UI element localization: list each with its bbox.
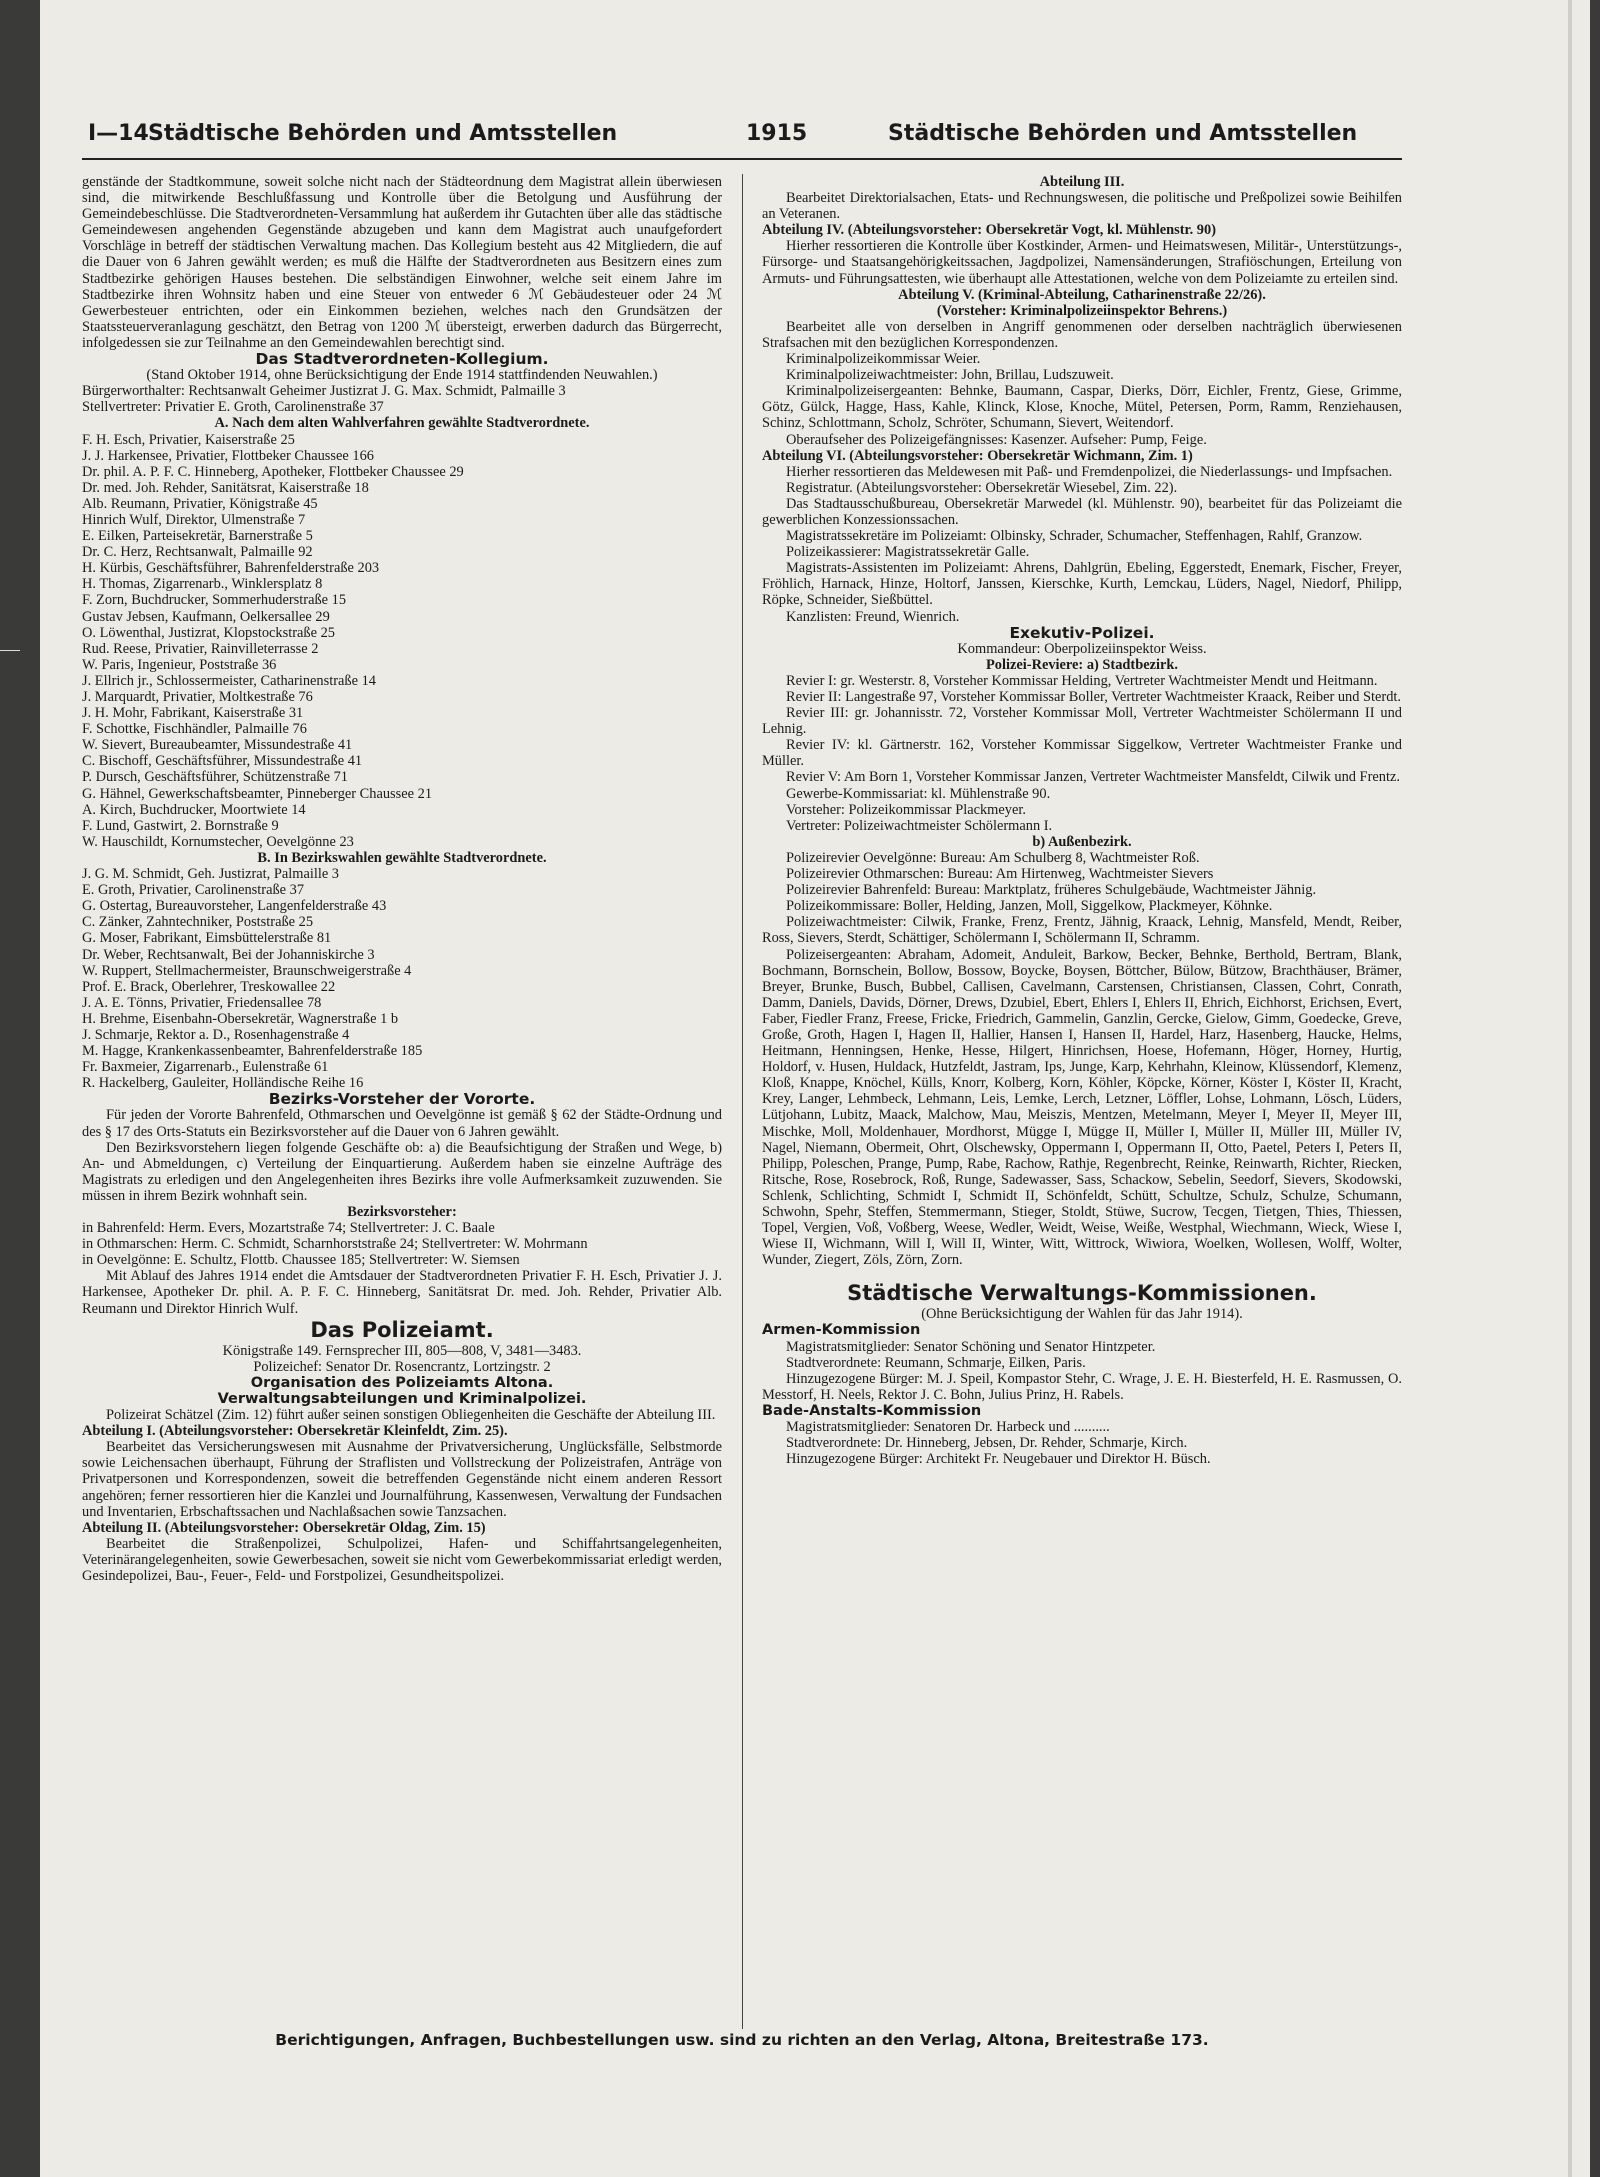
list-item: J. J. Harkensee, Privatier, Flottbeker Chaussee 166 [82,447,374,464]
header-year: 1915 [746,121,808,146]
abteilung-2-text: Bearbeitet die Straßenpolizei, Schulpolizei, Hafen- und Schiffahrtsangelegenheiten, Veterinärangelegenheiten, sowie Gewerbesachen, soweit sie nicht vom Gewerbekommissariat erledigt werden, Gesindepolizei, Bau-, Feuer-, Feld- und Forstpolizei, Gesundheitspolizei. [82,1535,722,1584]
abteilung-5-line: Kriminalpolizeikommissar Weier. [786,351,981,368]
organisation-paragraph: Polizeirat Schätzel (Zim. 12) führt außer seinen sonstigen Obliegenheiten die Geschäfte der Abteilung III. [106,1407,716,1424]
aussenbezirk-line: Polizeirevier Oevelgönne: Bureau: Am Schulberg 8, Wachtmeister Roß. [786,849,1200,866]
polizeichef: Polizeichef: Senator Dr. Rosencrantz, Lortzingstr. 2 [253,1358,551,1375]
stadtausschussbureau: Das Stadtausschußbureau, Obersekretär Marwedel (kl. Mühlenstr. 90), bearbeitet für das Polizeiamt die gewerblichen Konzessionssachen. [762,495,1402,528]
list-item: J. G. M. Schmidt, Geh. Justizrat, Palmaille 3 [82,866,340,883]
aussenbezirk-heading: b) Außenbezirk. [1032,833,1132,850]
list-item: C. Bischoff, Geschäftsführer, Missundestraße 41 [82,753,363,770]
column-divider [742,174,743,2029]
abteilung-5-heading: Abteilung V. (Kriminal-Abteilung, Catharinenstraße 22/26). [898,286,1266,303]
list-item: Dr. C. Herz, Rechtsanwalt, Palmaille 92 [82,544,313,561]
gewerbe-vertreter: Vertreter: Polizeiwachtmeister Schölermann I. [786,817,1053,834]
bv-bahrenfeld: in Bahrenfeld: Herm. Evers, Mozartstraße 74; Stellvertreter: J. C. Baale [82,1220,495,1237]
abteilung-5-line: Kriminalpolizeisergeanten: Behnke, Baumann, Caspar, Dierks, Dörr, Eichler, Frentz, Giese, Grimme, Götz, Gülck, Hagge, Hass, Kahle, Klinck, Klose, Knoche, Mütel, Petersen, Porm, Ramm, Renziehausen, Schinz, Schlottmann, Scholz, Schröter, Schumann, Sievert, Weitendorf. [762,383,1402,432]
list-item: H. Kürbis, Geschäftsführer, Bahrenfelderstraße 203 [82,560,380,577]
list-item: J. H. Mohr, Fabrikant, Kaiserstraße 31 [82,705,304,722]
stadtausschuss-line: Polizeikassierer: Magistratssekretär Galle. [786,544,1030,561]
aussenbezirk-line: Polizeiwachtmeister: Cilwik, Franke, Frenz, Frentz, Jähnig, Kraack, Lehnig, Mansfeld, Mendt, Reiber, Ross, Sievers, Sterdt, Schättiger, Schölermann I, Schölermann II, Schramm. [762,914,1402,947]
left-column [82,174,722,2029]
abteilung-4-heading: Abteilung IV. (Abteilungsvorsteher: Obersekretär Vogt, kl. Mühlenstr. 90) [762,222,1216,239]
bade-anstalts-kommission-heading: Bade-Anstalts-Kommission [762,1402,982,1419]
aussenbezirk-line: Polizeikommissare: Boller, Helding, Janzen, Moll, Siggelkow, Plackmeyer, Köhnke. [786,898,1273,915]
list-item: F. Zorn, Buchdrucker, Sommerhuderstraße 15 [82,592,347,609]
list-item: Prof. E. Brack, Oberlehrer, Treskowallee 22 [82,978,336,995]
abteilung-2-heading: Abteilung II. (Abteilungsvorsteher: Obersekretär Oldag, Zim. 15) [82,1519,486,1536]
buergerworthalter: Bürgerworthalter: Rechtsanwalt Geheimer Justizrat J. G. Max. Schmidt, Palmaille 3 [82,383,566,400]
bade-line: Hinzugezogene Bürger: Architekt Fr. Neugebauer und Direktor H. Büsch. [786,1451,1211,1468]
list-item: E. Groth, Privatier, Carolinenstraße 37 [82,882,305,899]
armen-line: Stadtverordnete: Reumann, Schmarje, Eilken, Paris. [786,1354,1086,1371]
stadtausschuss-line: Magistrats-Assistenten im Polizeiamt: Ahrens, Dahlgrün, Ebeling, Eggerstedt, Enemark, Fischer, Freyer, Fröhlich, Harnack, Hinze, Holtorf, Janssen, Kierschke, Kurth, Lemckau, Lüders, Nagel, Niedorf, Philipp, Röpke, Schneider, Sießbüttel. [762,560,1402,609]
list-item: R. Hackelberg, Gauleiter, Holländische Reihe 16 [82,1075,364,1092]
revier-entry: Revier V: Am Born 1, Vorsteher Kommissar Janzen, Vertreter Wachtmeister Mansfeldt, Cilwik und Frentz. [786,769,1400,786]
header-left-title: Städtische Behörden und Amtsstellen [148,121,618,146]
abteilung-5-line: Kriminalpolizeiwachtmeister: John, Brillau, Ludszuweit. [786,367,1114,384]
list-item: G. Ostertag, Bureauvorsteher, Langenfelderstraße 43 [82,898,387,915]
abteilung-5-text: Bearbeitet alle von derselben in Angriff genommenen oder derselben nachträglich überwiesenen Strafsachen mit den bezüglichen Korrespondenzen. [762,318,1402,351]
armen-kommission-heading: Armen-Kommission [762,1322,921,1339]
vororte-paragraph-1: Für jeden der Vororte Bahrenfeld, Othmarschen und Oevelgönne ist gemäß § 62 der Städte-Ordnung und des § 17 des Orts-Statuts ein Bezirksvorsteher auf die Dauer von 6 Jahren gewählt. [82,1107,722,1140]
abteilung-1-text: Bearbeitet das Versicherungswesen mit Ausnahme der Privatversicherung, Unglücksfälle, Selbstmorde sowie Leichensachen überhaupt, Führung der Straflisten und Vollstreckung der Polizeistrafen, Anträge von Privatpersonen und Korrespondenzen, soweit die betreffenden Gegenstände nicht einem anderen Ressort angehören; ferner ressortieren hier die Kanzlei und Journalführung, Kassenwesen, Verwaltung der Fundsachen und Inventarien, Erbschaftssachen und Nachlaßsachen sowie Tanzsachen. [82,1439,722,1520]
bv-oevelgoenne: in Oevelgönne: E. Schultz, Flottb. Chaussee 185; Stellvertreter: W. Siemsen [82,1252,520,1269]
list-item: C. Zänker, Zahntechniker, Poststraße 25 [82,914,314,931]
stadtausschuss-line: Kanzlisten: Freund, Wienrich. [786,608,960,625]
margin-mark [0,650,20,651]
page-edge [1568,0,1572,2177]
vororte-heading: Bezirks-Vorsteher der Vororte. [268,1090,536,1109]
intro-paragraph: genstände der Stadtkommune, soweit solche nicht nach der Städteordnung dem Magistrat allein überwiesen sind, die mitwirkende Beschlußfassung und Kontrolle über die Betolgung und Ausführung der Gemeindebeschlüsse. Die Stadtverordneten-Versammlung hat außerdem ihr Gutachten über alle das städtische Gemeindewesen angehenden Gegenstände abzugeben und kann dem Magistrat auch unaufgefordert Vorschläge in betreff der städtischen Verwaltung machen. Das Kollegium besteht aus 42 Mitgliedern, die auf die Dauer von 6 Jahren gewählt werden; es muß die Hälfte der Stadtverordneten aus Besitzern eines zum Stadtbezirke gehörigen Hauses bestehen. Die selbständigen Einwohner, welche seit einem Jahre im Stadtbezirke ihren Wohnsitz haben und eine Steuer von entweder 6 ℳ Gebäudesteuer oder 24 ℳ Gewerbesteuer entrichten, oder ein Einkommen beziehen, welches nach den Grundsätzen der Staatssteuerveranlagung geschätzt, den Betrag von 1200 ℳ übersteigt, erwerben dadurch das Bürgerrecht, infolgedessen sie zur Teilnahme an den Gemeindewahlen berechtigt sind. [82,174,722,351]
bv-note: Mit Ablauf des Jahres 1914 endet die Amtsdauer der Stadtverordneten Privatier F. H. Esch, Privatier J. J. Harkensee, Apotheker Dr. phil. A. P. F. C. Hinneberg, Sanitätsrat Dr. med. Joh. Rehder, Privatier Alb. Reumann und Direktor Hinrich Wulf. [82,1268,722,1317]
list-item: Gustav Jebsen, Kaufmann, Oelkersallee 29 [82,608,330,625]
list-item: W. Sievert, Bureaubeamter, Missundestraße 41 [82,737,353,754]
bade-line: Magistratsmitglieder: Senatoren Dr. Harbeck und .......... [786,1419,1110,1436]
gewerbe-kommissariat: Gewerbe-Kommissariat: kl. Mühlenstraße 90. [786,785,1051,802]
bezirksvorsteher-heading: Bezirksvorsteher: [347,1204,457,1220]
list-item: F. H. Esch, Privatier, Kaiserstraße 25 [82,431,295,448]
abteilung-5-line: Oberaufseher des Polizeigefängnisses: Kasenzer. Aufseher: Pump, Feige. [786,431,1207,448]
abteilung-4-text: Hierher ressortieren die Kontrolle über Kostkinder, Armen- und Heimatswesen, Militär-, Unterstützungs-, Fürsorge- und Staatsangehörigkeitssachen, Jagdpolizei, Namensänderungen, Strafiöschungen, Erteilung von Armuts- und Führungsattesten, wie überhaupt alle Attestationen, welche von dem Polizeiamte zu erteilen sind. [762,238,1402,287]
list-item: Hinrich Wulf, Direktor, Ulmenstraße 7 [82,511,306,528]
stellvertreter: Stellvertreter: Privatier E. Groth, Carolinenstraße 37 [82,399,384,416]
list-item: J. A. E. Tönns, Privatier, Friedensallee 78 [82,994,322,1011]
armen-line: Hinzugezogene Bürger: M. J. Speil, Kompastor Stehr, C. Wrage, J. E. H. Biesterfeld, H. E. Rasmussen, O. Messtorf, H. Neels, Rektor J. C. Bohn, Julius Prinz, H. Rabels. [762,1370,1402,1403]
kollegium-note: (Stand Oktober 1914, ohne Berücksichtigung der Ende 1914 stattfindenden Neuwahlen.) [146,367,658,384]
verwaltungsabteilungen-heading: Verwaltungsabteilungen und Kriminalpolizei. [217,1390,587,1407]
aussenbezirk-line: Polizeirevier Othmarschen: Bureau: Am Hirtenweg, Wachtmeister Sievers [786,866,1214,883]
list-item: Dr. med. Joh. Rehder, Sanitätsrat, Kaiserstraße 18 [82,479,369,496]
list-item: J. Ellrich jr., Schlossermeister, Catharinenstraße 14 [82,672,376,689]
list-item: E. Eilken, Parteisekretär, Barnerstraße 5 [82,528,313,545]
abteilung-1-heading: Abteilung I. (Abteilungsvorsteher: Obersekretär Kleinfeldt, Zim. 25). [82,1423,508,1440]
revier-entry: Revier III: gr. Johannisstr. 72, Vorsteher Kommissar Moll, Vertreter Wachtmeister Schölermann II und Lehnig. [762,705,1402,738]
armen-line: Magistratsmitglieder: Senator Schöning und Senator Hintzpeter. [786,1338,1156,1355]
list-item: Alb. Reumann, Privatier, Königstraße 45 [82,495,318,512]
list-item: W. Ruppert, Stellmachermeister, Braunschweigerstraße 4 [82,962,412,979]
verwaltungs-kommissionen-note: (Ohne Berücksichtigung der Wahlen für das Jahr 1914). [921,1306,1243,1323]
revier-entry: Revier II: Langestraße 97, Vorsteher Kommissar Boller, Vertreter Wachtmeister Kraack, Reiber und Sterdt. [786,689,1402,705]
abteilung-3-heading: Abteilung III. [1039,174,1125,190]
abteilung-3-text: Bearbeitet Direktorialsachen, Etats- und Rechnungswesen, die politische und Preßpolizei sowie Beihilfen an Veteranen. [762,190,1402,223]
list-item: F. Lund, Gastwirt, 2. Bornstraße 9 [82,817,279,834]
exekutiv-polizei-heading: Exekutiv-Polizei. [1009,623,1155,642]
abteilung-6-text: Hierher ressortieren das Meldewesen mit Paß- und Fremdenpolizei, die Niederlassungs- und Impfsachen. [786,463,1393,480]
publisher-footer: Berichtigungen, Anfragen, Buchbestellungen usw. sind zu richten an den Verlag, Altona, Breitestraße 173. [275,2031,1209,2049]
list-item: J. Schmarje, Rektor a. D., Rosenhagenstraße 4 [82,1026,350,1043]
list-item: Fr. Baxmeier, Zigarrenarb., Eulenstraße 61 [82,1059,329,1076]
registratur: Registratur. (Abteilungsvorsteher: Obersekretär Wiesebel, Zim. 22). [786,479,1178,496]
running-header [82,120,1402,160]
right-column [762,174,1402,2029]
page-number: I—14 [88,121,149,146]
list-item: G. Hähnel, Gewerkschaftsbeamter, Pinneberger Chaussee 21 [82,785,433,802]
list-item: A. Kirch, Buchdrucker, Moortwiete 14 [82,801,306,818]
list-item: J. Marquardt, Privatier, Moltkestraße 76 [82,689,313,705]
list-item: Rud. Reese, Privatier, Rainvilleterrasse 2 [82,640,319,657]
reviere-heading: Polizei-Reviere: a) Stadtbezirk. [986,656,1178,673]
polizeiamt-address: Königstraße 149. Fernsprecher III, 805—808, V, 3481—3483. [222,1342,582,1359]
subheading-a: A. Nach dem alten Wahlverfahren gewählte Stadtverordnete. [214,415,590,432]
list-item: W. Paris, Ingenieur, Poststraße 36 [82,656,277,673]
stadtausschuss-line: Magistratssekretäre im Polizeiamt: Olbinsky, Schrader, Schumacher, Steffenhagen, Rahlf, Granzow. [786,528,1363,545]
member-list-a [82,432,722,850]
verwaltungs-kommissionen-heading: Städtische Verwaltungs-Kommissionen. [847,1281,1317,1306]
kollegium-heading: Das Stadtverordneten-Kollegium. [255,350,549,369]
subheading-b: B. In Bezirkswahlen gewählte Stadtverordnete. [257,849,547,866]
kommandeur: Kommandeur: Oberpolizeiinspektor Weiss. [957,640,1207,657]
list-item: O. Löwenthal, Justizrat, Klopstockstraße 25 [82,624,335,641]
aussenbezirk-line: Polizeirevier Bahrenfeld: Bureau: Marktplatz, früheres Schulgebäude, Wachtmeister Jähnig. [786,882,1317,899]
polizeiamt-heading: Das Polizeiamt. [310,1317,494,1342]
polizeisergeanten-list: Polizeisergeanten: Abraham, Adomeit, Anduleit, Barkow, Becker, Behnke, Berthold, Bertram, Blank, Bochmann, Bornschein, Bollow, Bossow, Boycke, Boysen, Böttcher, Bülow, Bützow, Brachthäuser, Brämer, Breyer, Brunke, Busch, Bubbel, Callisen, Cavelmann, Carstensen, Christiansen, Classen, Cohrt, Conrath, Damm, Daniels, Davids, Dörner, Drews, Dzubiel, Ebert, Ehlers I, Ehlers II, Ehrich, Eichhorst, Erichsen, Evert, Faber, Fiedler Franz, Freese, Fricke, Friedrich, Gammelin, Ganzlin, Gercke, Gielow, Gimm, Goedecke, Greve, Große, Groth, Hagen I, Hagen II, Hallier, Hansen I, Hansen II, Hardel, Harz, Hasenberg, Haucke, Helms, Heitmann, Henningsen, Henke, Hesse, Hilgert, Hinrichsen, Hoese, Hofemann, Höger, Horney, Hurtig, Holdorf, v. Husen, Huldack, Hutzfeldt, Jastram, Ips, Junge, Karp, Kehrhahn, Kleinow, Klüssendorf, Klemenz, Kloß, Knappe, Knöchel, Külls, Knorr, Kolberg, Korn, Köhler, Köpcke, Körner, Köster I, Köster II, Kracht, Krey, Langer, Lehmbeck, Lehmann, Leis, Lemke, Lerch, Letzner, Löffler, Lohse, Lohmann, Lösch, Lüders, Lütjohann, Lubitz, Maack, Malchow, Mau, Meiszis, Mentzen, Metelmann, Meyer I, Meyer II, Meyer III, Mischke, Moll, Moldenhauer, Mordhorst, Mügge I, Mügge II, Müller I, Müller II, Müller III, Müller IV, Nagel, Niemann, Obermeit, Ohrt, Olschewsky, Oppermann I, Oppermann II, Otto, Paetel, Peters I, Peters II, Philipp, Poleschen, Prange, Pump, Rabe, Rachow, Rathje, Regenbrecht, Reinke, Reinwarth, Richter, Riecken, Ritsche, Rose, Rosebrock, Roß, Runge, Sadewasser, Sass, Schackow, Sebelin, Seedorf, Sievers, Skodowski, Schlenk, Schlichting, Schmidt I, Schmidt II, Schönfeldt, Schütt, Schultze, Schulz, Schulze, Schumann, Schwohn, Spehr, Steffen, Stemmermann, Stieger, Stoldt, Stüwe, Sucrow, Tecgen, Tietgen, Thies, Thiessen, Topel, Vergien, Voß, Voßberg, Weese, Wedler, Weidt, Weise, Weiße, Westphal, Wiechmann, Wieck, Wiese I, Wiese II, Wichmann, Will I, Will II, Winter, Witt, Wittrock, Wiwiora, Woelken, Wollesen, Wolff, Wolter, Wunder, Ziegert, Zöls, Zörn, Zorn. [762,946,1402,1269]
bade-line: Stadtverordnete: Dr. Hinneberg, Jebsen, Dr. Rehder, Schmarje, Kirch. [786,1435,1188,1452]
list-item: Dr. phil. A. P. F. C. Hinneberg, Apotheker, Flottbeker Chaussee 29 [82,463,464,480]
abteilung-5-vorsteher: (Vorsteher: Kriminalpolizeiinspektor Behrens.) [936,302,1228,319]
gewerbe-vorsteher: Vorsteher: Polizeikommissar Plackmeyer. [786,801,1026,818]
list-item: Dr. Weber, Rechtsanwalt, Bei der Johanniskirche 3 [82,946,375,963]
list-item: H. Thomas, Zigarrenarb., Winklersplatz 8 [82,576,323,593]
revier-entry: Revier IV: kl. Gärtnerstr. 162, Vorsteher Kommissar Siggelkow, Vertreter Wachtmeister Franke und Müller. [762,737,1402,770]
header-right-title: Städtische Behörden und Amtsstellen [888,121,1358,146]
list-item: G. Moser, Fabrikant, Eimsbüttelerstraße 81 [82,930,332,947]
member-list-b [82,866,722,1091]
organisation-heading: Organisation des Polizeiamts Altona. [250,1374,554,1391]
list-item: M. Hagge, Krankenkassenbeamter, Bahrenfelderstraße 185 [82,1043,423,1060]
abteilung-6-heading: Abteilung VI. (Abteilungsvorsteher: Obersekretär Wichmann, Zim. 1) [762,447,1193,464]
list-item: P. Dursch, Geschäftsführer, Schützenstraße 71 [82,769,348,786]
bv-othmarschen: in Othmarschen: Herm. C. Schmidt, Scharnhorststraße 24; Stellvertreter: W. Mohrmann [82,1236,588,1253]
list-item: F. Schottke, Fischhändler, Palmaille 76 [82,721,307,738]
revier-entry: Revier I: gr. Westerstr. 8, Vorsteher Kommissar Helding, Vertreter Wachtmeister Mendt und Heitmann. [786,672,1378,689]
directory-page [82,120,1402,2060]
vororte-paragraph-2: Den Bezirksvorstehern liegen folgende Geschäfte ob: a) die Beaufsichtigung der Straßen und Wege, b) An- und Abmeldungen, c) Verteilung der Einquartierung. Außerdem haben sie einzelne Aufträge des Magistrats zu erledigen und den Angelegenheiten ihres Bezirks ihre volle Aufmerksamkeit zuzuwenden. Sie müssen in ihrem Bezirk wohnhaft sein. [82,1139,722,1204]
list-item: H. Brehme, Eisenbahn-Obersekretär, Wagnerstraße 1 b [82,1010,399,1027]
list-item: W. Hauschildt, Kornumstecher, Oevelgönne 23 [82,833,354,850]
header-rule [82,158,1402,160]
